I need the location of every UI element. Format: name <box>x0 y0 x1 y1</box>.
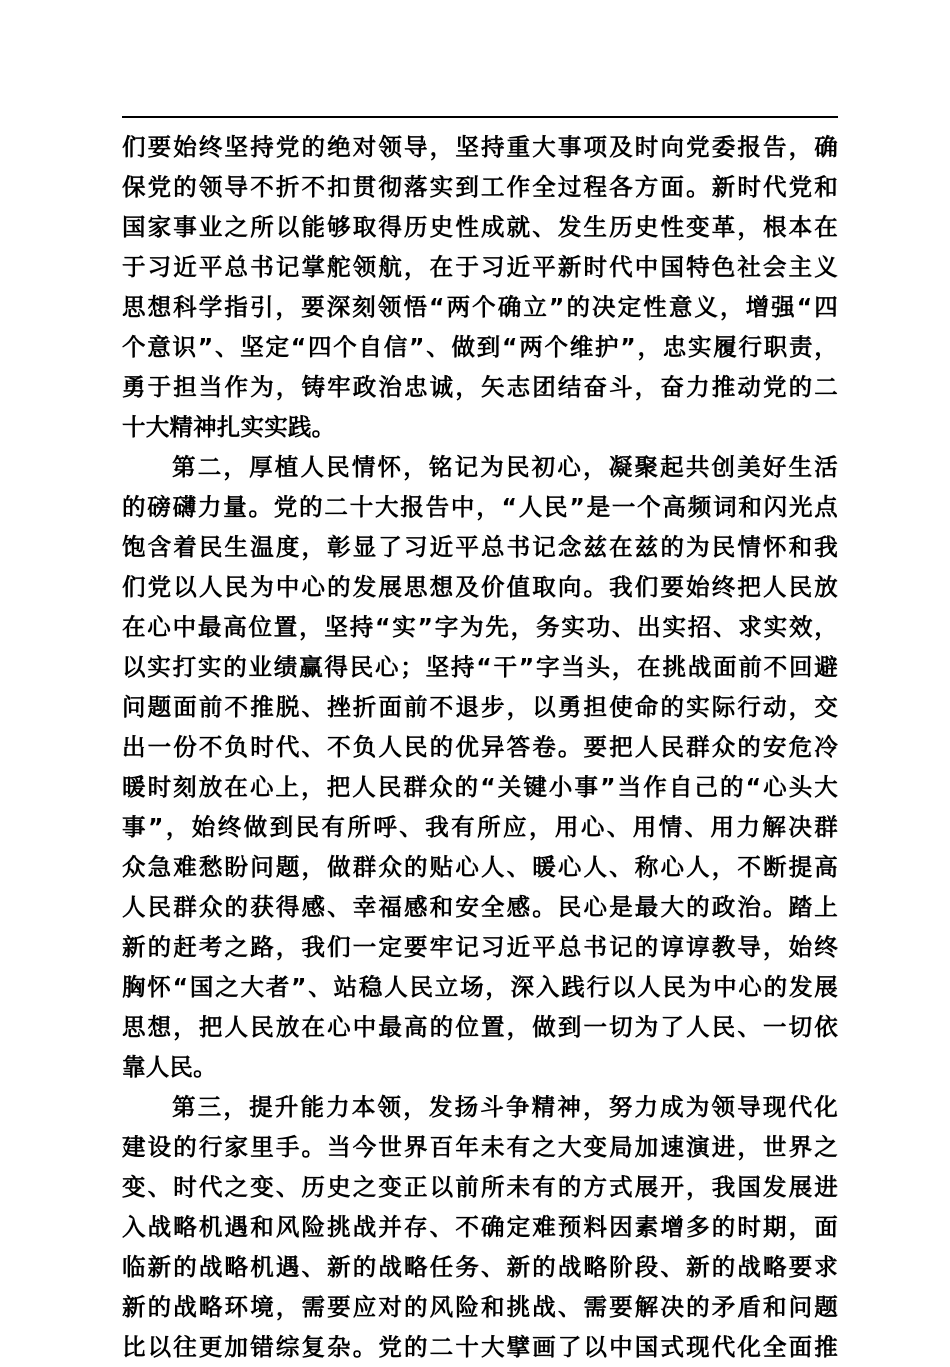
text-line: 事”，始终做到民有所呼、我有所应，用心、用情、用力解决群 <box>122 813 838 841</box>
text-line: 胸怀“国之大者”、站稳人民立场，深入践行以人民为中心的发展 <box>122 973 838 1001</box>
text-line: 们要始终坚持党的绝对领导，坚持重大事项及时向党委报告，确 <box>122 133 838 161</box>
text-line: 比以往更加错综复杂。党的二十大擘画了以中国式现代化全面推 <box>122 1333 838 1361</box>
paragraph-start-line: 第二，厚植人民情怀，铭记为民初心，凝聚起共创美好生活 <box>172 453 838 481</box>
text-line: 在心中最高位置，坚持“实”字为先，务实功、出实招、求实效， <box>122 613 838 641</box>
text-line: 建设的行家里手。当今世界百年未有之大变局加速演进，世界之 <box>122 1133 838 1161</box>
text-line: 暖时刻放在心上，把人民群众的“关键小事”当作自己的“心头大 <box>122 773 838 801</box>
paragraph-start-line: 第三，提升能力本领，发扬斗争精神，努力成为领导现代化 <box>172 1093 838 1121</box>
text-line: 的磅礴力量。党的二十大报告中，“人民”是一个高频词和闪光点 <box>122 493 838 521</box>
text-line: 入战略机遇和风险挑战并存、不确定难预料因素增多的时期，面 <box>122 1213 838 1241</box>
text-line: 出一份不负时代、不负人民的优异答卷。要把人民群众的安危冷 <box>122 733 838 761</box>
text-line: 变、时代之变、历史之变正以前所未有的方式展开，我国发展进 <box>122 1173 838 1201</box>
text-line: 饱含着民生温度，彰显了习近平总书记念兹在兹的为民情怀和我 <box>122 533 838 561</box>
text-line: 以实打实的业绩赢得民心；坚持“干”字当头，在挑战面前不回避 <box>122 653 838 681</box>
text-line: 人民群众的获得感、幸福感和安全感。民心是最大的政治。踏上 <box>122 893 838 921</box>
text-line: 勇于担当作为，铸牢政治忠诚，矢志团结奋斗，奋力推动党的二 <box>122 373 838 401</box>
text-line: 临新的战略机遇、新的战略任务、新的战略阶段、新的战略要求 <box>122 1253 838 1281</box>
text-line: 思想，把人民放在心中最高的位置，做到一切为了人民、一切依 <box>122 1013 838 1041</box>
text-line: 思想科学指引，要深刻领悟“两个确立”的决定性意义，增强“四 <box>122 293 838 321</box>
text-line: 个意识”、坚定“四个自信”、做到“两个维护”，忠实履行职责， <box>122 333 838 361</box>
text-line: 新的赶考之路，我们一定要牢记习近平总书记的谆谆教导，始终 <box>122 933 838 961</box>
text-line: 们党以人民为中心的发展思想及价值取向。我们要始终把人民放 <box>122 573 838 601</box>
text-line: 十大精神扎实实践。 <box>122 413 336 441</box>
text-line: 于习近平总书记掌舵领航，在于习近平新时代中国特色社会主义 <box>122 253 838 281</box>
text-line: 新的战略环境，需要应对的风险和挑战、需要解决的矛盾和问题 <box>122 1293 838 1321</box>
text-line: 众急难愁盼问题，做群众的贴心人、暖心人、称心人，不断提高 <box>122 853 838 881</box>
text-line: 问题面前不推脱、挫折面前不退步，以勇担使命的实际行动，交 <box>122 693 838 721</box>
body-text <box>122 127 838 1367</box>
text-line: 国家事业之所以能够取得历史性成就、发生历史性变革，根本在 <box>122 213 838 241</box>
header-rule <box>122 116 838 118</box>
text-line: 保党的领导不折不扣贯彻落实到工作全过程各方面。新时代党和 <box>122 173 838 201</box>
text-line: 靠人民。 <box>122 1053 217 1081</box>
